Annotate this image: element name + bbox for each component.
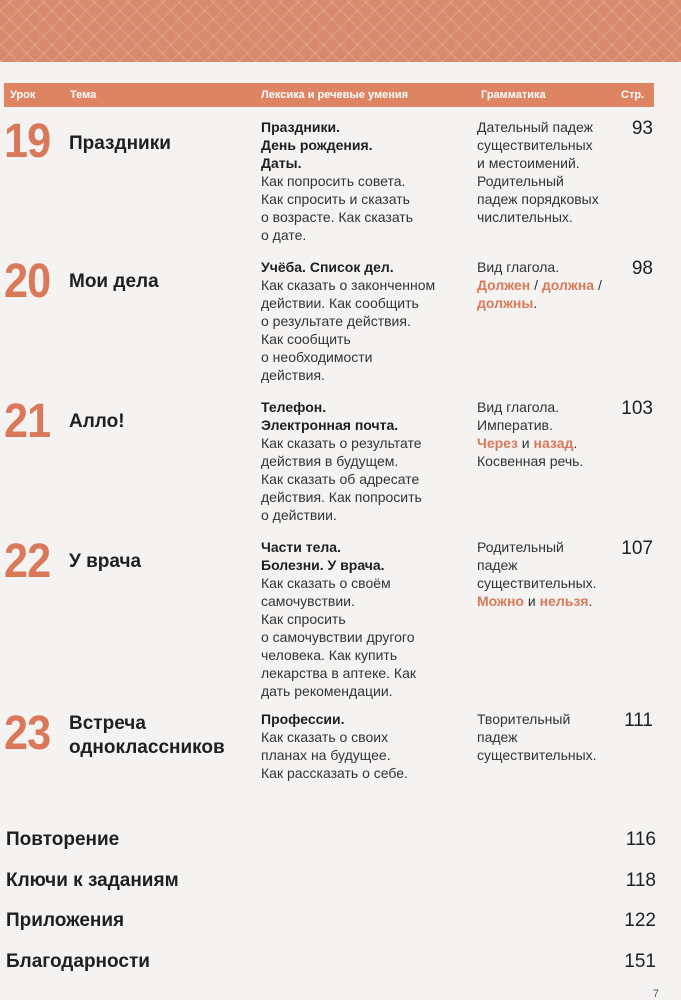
- lesson-grammar: Родительный падеж существительных. Можно и нельзя.: [477, 539, 597, 609]
- toc-entry-answer-keys[interactable]: Ключи к заданиям 118: [6, 870, 656, 891]
- lesson-lexis: Части тела. Болезни. У врача. Как сказать о своём самочувствии. Как спросить о самочувствии другого человека. Как купить лекарства в аптеке. Как дать рекомендации.: [261, 539, 416, 699]
- lesson-topic: Алло!: [69, 411, 125, 432]
- toc-entry-acknowledgements[interactable]: Благодарности 151: [6, 951, 656, 972]
- lesson-page[interactable]: 107: [621, 538, 653, 559]
- lesson-number: 19: [4, 115, 51, 168]
- lesson-number: 23: [4, 707, 51, 760]
- lesson-topic: Праздники: [69, 133, 171, 154]
- lesson-number: 21: [4, 395, 51, 448]
- lesson-topic: Встреча одноклассников: [69, 713, 225, 758]
- decorative-top-band: [0, 0, 681, 62]
- header-lesson: Урок: [10, 89, 36, 101]
- table-header: [4, 83, 654, 107]
- lesson-number: 22: [4, 535, 51, 588]
- lesson-grammar: Вид глагола. Должен / должна / должны.: [477, 259, 602, 311]
- lesson-topic: Мои дела: [69, 271, 159, 292]
- lesson-page[interactable]: 93: [631, 118, 653, 139]
- lesson-page[interactable]: 103: [621, 398, 653, 419]
- header-lexis: Лексика и речевые умения: [261, 89, 409, 101]
- toc-entry-review[interactable]: Повторение 116: [6, 829, 656, 850]
- header-topic: Тема: [70, 89, 97, 101]
- lesson-lexis: Учёба. Список дел. Как сказать о законченном действии. Как сообщить о результате действия. Как сообщить о необходимости действия.: [261, 259, 436, 383]
- lesson-lexis: Праздники. День рождения. Даты. Как попросить совета. Как спросить и сказать о возрасте. Как сказать о дате.: [261, 119, 414, 243]
- lesson-lexis: Профессии. Как сказать о своих планах на будущее. Как рассказать о себе.: [261, 711, 408, 781]
- lesson-grammar: Вид глагола. Императив. Через и назад. Косвенная речь.: [477, 399, 584, 469]
- header-grammar: Грамматика: [481, 89, 546, 101]
- header-page: Стр.: [621, 89, 645, 101]
- lesson-page[interactable]: 111: [624, 710, 653, 731]
- toc-entry-appendices[interactable]: Приложения 122: [6, 910, 656, 931]
- lesson-lexis: Телефон. Электронная почта. Как сказать о результате действия в будущем. Как сказать об адресате действия. Как попросить о действии.: [261, 399, 422, 523]
- lesson-grammar: Творительный падеж существительных.: [477, 711, 597, 763]
- page-number: 7: [652, 988, 659, 1000]
- lesson-grammar: Дательный падеж существительных и местоимений. Родительный падеж порядковых числительных.: [477, 119, 599, 225]
- lesson-topic: У врача: [69, 551, 142, 572]
- lesson-page[interactable]: 98: [631, 258, 653, 279]
- lesson-number: 20: [4, 255, 51, 308]
